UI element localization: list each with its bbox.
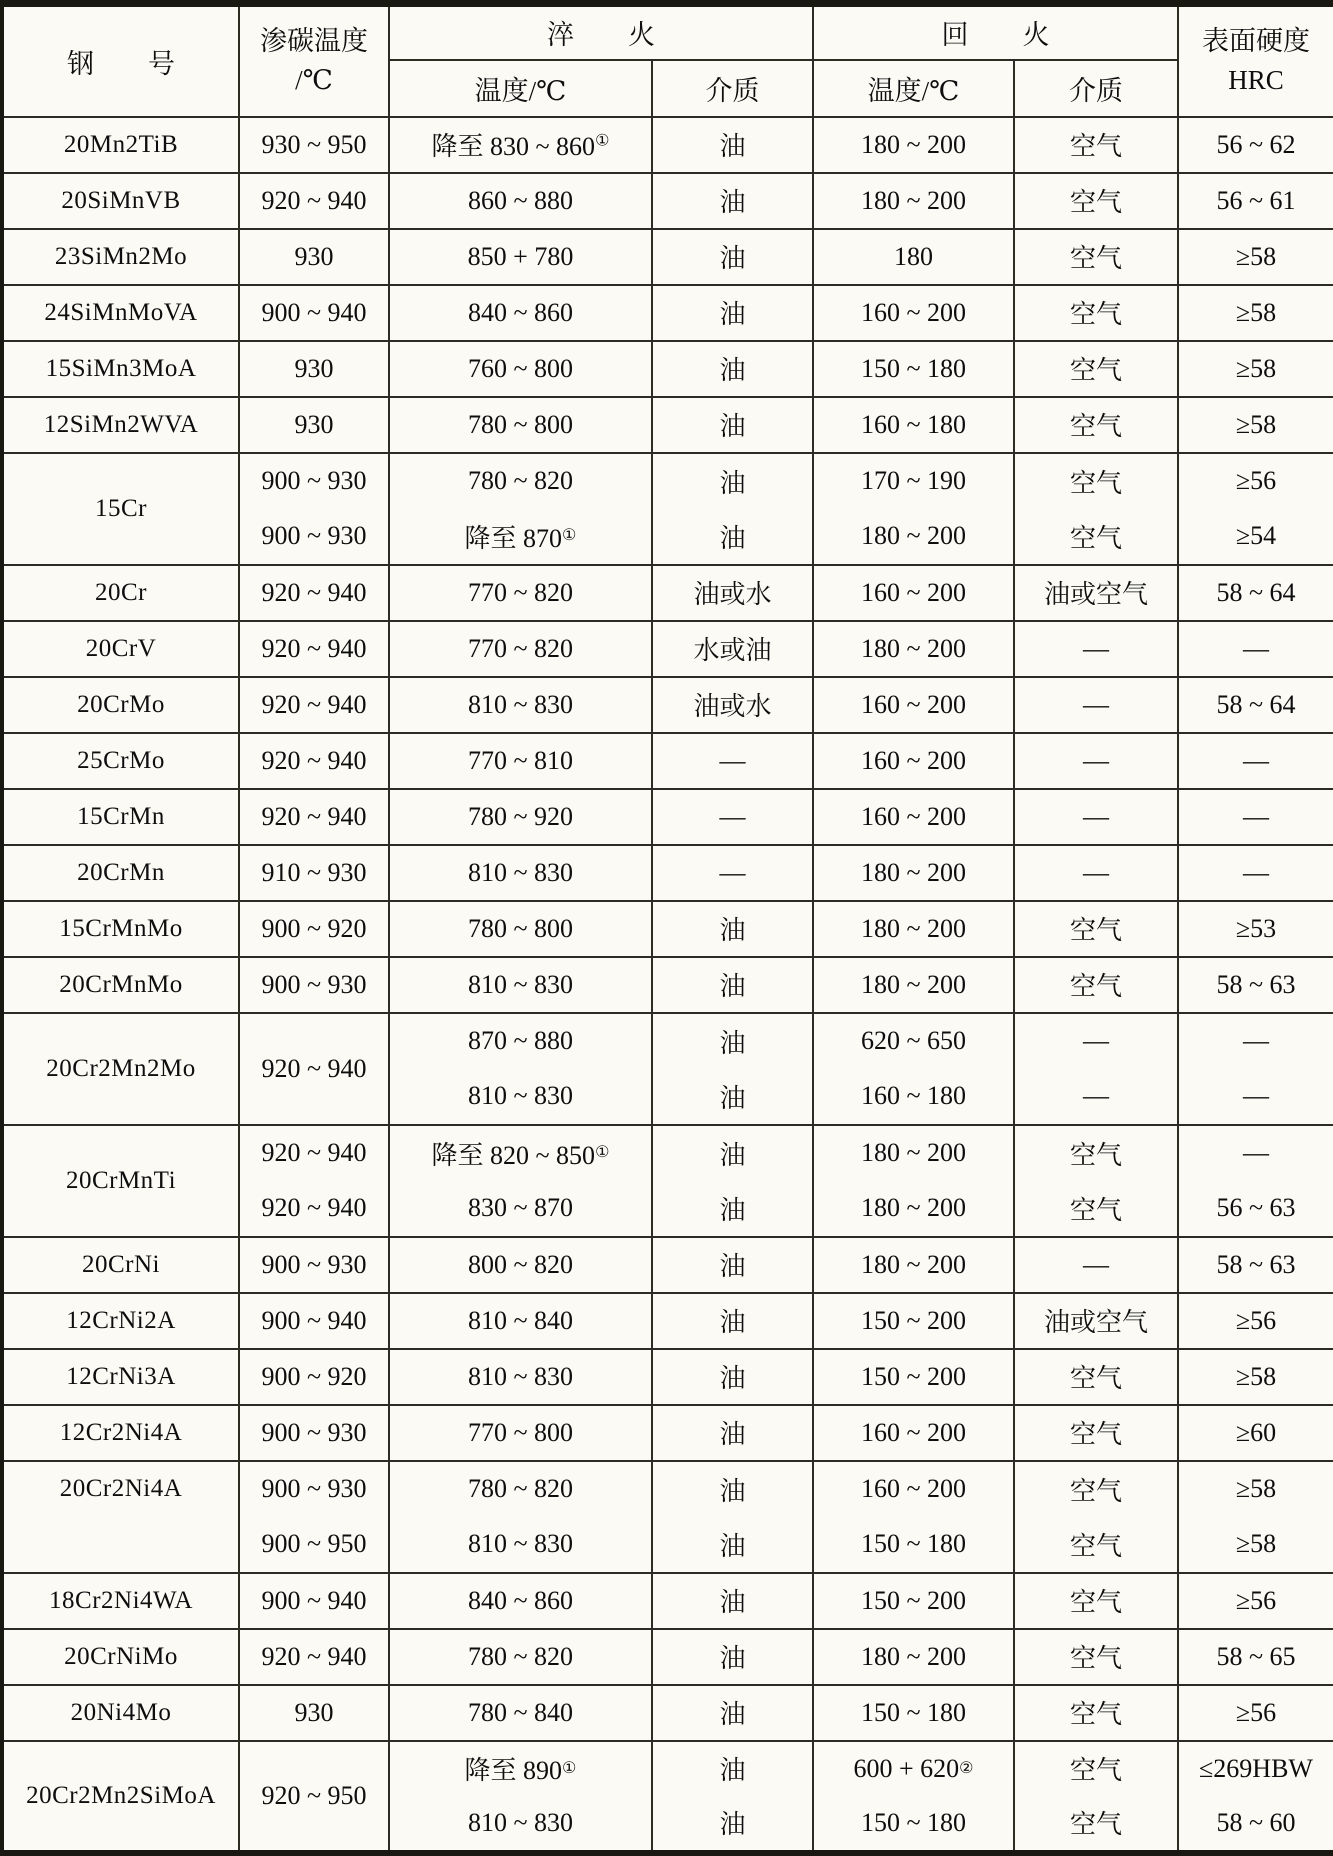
cell-quench-medium: — bbox=[652, 845, 813, 901]
cell-steel-name: 20Cr2Mn2SiMoA bbox=[2, 1741, 239, 1853]
table-row bbox=[2, 621, 1333, 677]
cell-hardness: ≥56 bbox=[1178, 1573, 1333, 1629]
cell-quench-medium: 油 bbox=[652, 901, 813, 957]
cell-hardness: ≥56 bbox=[1178, 1685, 1333, 1741]
cell-carburizing-temp: 920 ~ 940 bbox=[239, 677, 389, 733]
cell-temper-temp: 180 ~ 200 bbox=[813, 957, 1014, 1013]
cell-quench-medium: 油 bbox=[652, 341, 813, 397]
cell-quench-medium: 油 油 bbox=[652, 1013, 813, 1125]
cell-carburizing-temp: 920 ~ 940 bbox=[239, 173, 389, 229]
cell-quench-temp: 840 ~ 860 bbox=[389, 285, 652, 341]
cell-quench-temp: 780 ~ 820 降至 870 ① bbox=[389, 453, 652, 565]
cell-quench-medium: 油 bbox=[652, 229, 813, 285]
cell-temper-temp: 180 ~ 200 bbox=[813, 117, 1014, 173]
cell-temper-temp: 150 ~ 200 bbox=[813, 1293, 1014, 1349]
cell-temper-medium: 空气 bbox=[1014, 229, 1178, 285]
table-row bbox=[2, 957, 1333, 1013]
cell-steel-name: 20Cr bbox=[2, 565, 239, 621]
cell-quench-temp: 770 ~ 820 bbox=[389, 621, 652, 677]
table-row bbox=[2, 1573, 1333, 1629]
cell-temper-temp: 160 ~ 200 bbox=[813, 677, 1014, 733]
cell-temper-medium: 空气 bbox=[1014, 285, 1178, 341]
table-row bbox=[2, 1461, 1333, 1573]
cell-quench-temp: 810 ~ 840 bbox=[389, 1293, 652, 1349]
cell-temper-medium: 空气 bbox=[1014, 173, 1178, 229]
cell-hardness: 58 ~ 65 bbox=[1178, 1629, 1333, 1685]
cell-hardness: 56 ~ 61 bbox=[1178, 173, 1333, 229]
cell-quench-medium: — bbox=[652, 733, 813, 789]
cell-carburizing-temp: 900 ~ 930 bbox=[239, 957, 389, 1013]
cell-steel-name: 12CrNi2A bbox=[2, 1293, 239, 1349]
cell-temper-medium: 空气 bbox=[1014, 901, 1178, 957]
cell-quench-temp: 770 ~ 810 bbox=[389, 733, 652, 789]
cell-temper-medium: — bbox=[1014, 1237, 1178, 1293]
cell-steel-name: 23SiMn2Mo bbox=[2, 229, 239, 285]
cell-quench-temp: 降至 830 ~ 860① bbox=[389, 117, 652, 173]
cell-hardness: 58 ~ 64 bbox=[1178, 677, 1333, 733]
cell-temper-temp: 180 ~ 200 bbox=[813, 901, 1014, 957]
cell-hardness: — bbox=[1178, 621, 1333, 677]
cell-temper-medium: 油或空气 bbox=[1014, 1293, 1178, 1349]
table-row bbox=[2, 1349, 1333, 1405]
cell-temper-medium: — bbox=[1014, 789, 1178, 845]
cell-carburizing-temp: 920 ~ 950 bbox=[239, 1741, 389, 1853]
cell-temper-temp: 150 ~ 200 bbox=[813, 1349, 1014, 1405]
cell-temper-medium: 空气 空气 bbox=[1014, 453, 1178, 565]
cell-hardness: — bbox=[1178, 845, 1333, 901]
cell-quench-temp: 770 ~ 800 bbox=[389, 1405, 652, 1461]
cell-quench-temp: 770 ~ 820 bbox=[389, 565, 652, 621]
cell-temper-medium: — bbox=[1014, 845, 1178, 901]
header-quench-medium: 介质 bbox=[652, 60, 813, 117]
cell-temper-medium: 空气 bbox=[1014, 117, 1178, 173]
cell-hardness: 58 ~ 64 bbox=[1178, 565, 1333, 621]
cell-steel-name: 12Cr2Ni4A bbox=[2, 1405, 239, 1461]
table-header bbox=[2, 4, 1333, 117]
cell-quench-temp: 降至 820 ~ 850 ① 830 ~ 870 bbox=[389, 1125, 652, 1237]
cell-temper-temp: 160 ~ 200 bbox=[813, 733, 1014, 789]
cell-hardness: — 56 ~ 63 bbox=[1178, 1125, 1333, 1237]
cell-steel-name: 12CrNi3A bbox=[2, 1349, 239, 1405]
cell-carburizing-temp: 920 ~ 940 bbox=[239, 1013, 389, 1125]
cell-quench-medium: 油 bbox=[652, 173, 813, 229]
cell-carburizing-temp: 920 ~ 940 920 ~ 940 bbox=[239, 1125, 389, 1237]
cell-carburizing-temp: 930 bbox=[239, 229, 389, 285]
table-row bbox=[2, 789, 1333, 845]
cell-temper-medium: — bbox=[1014, 621, 1178, 677]
cell-quench-temp: 780 ~ 800 bbox=[389, 901, 652, 957]
cell-temper-temp: 160 ~ 180 bbox=[813, 397, 1014, 453]
table-row bbox=[2, 117, 1333, 173]
table-row bbox=[2, 1013, 1333, 1125]
table-body bbox=[2, 117, 1333, 1853]
cell-carburizing-temp: 930 ~ 950 bbox=[239, 117, 389, 173]
cell-temper-temp: 600 + 620 ② 150 ~ 180 bbox=[813, 1741, 1014, 1853]
cell-hardness: ≥60 bbox=[1178, 1405, 1333, 1461]
cell-quench-temp: 780 ~ 920 bbox=[389, 789, 652, 845]
cell-temper-medium: 空气 空气 bbox=[1014, 1741, 1178, 1853]
cell-quench-medium: 油 bbox=[652, 1629, 813, 1685]
table-row bbox=[2, 677, 1333, 733]
table-row bbox=[2, 229, 1333, 285]
cell-temper-medium: 空气 空气 bbox=[1014, 1461, 1178, 1573]
table-row bbox=[2, 901, 1333, 957]
cell-steel-name: 15Cr bbox=[2, 453, 239, 565]
cell-quench-medium: 油 bbox=[652, 1573, 813, 1629]
cell-hardness: ≥56 bbox=[1178, 1293, 1333, 1349]
cell-hardness: ≥58 bbox=[1178, 229, 1333, 285]
cell-steel-name: 20Mn2TiB bbox=[2, 117, 239, 173]
cell-hardness: 58 ~ 63 bbox=[1178, 1237, 1333, 1293]
cell-temper-medium: 空气 空气 bbox=[1014, 1125, 1178, 1237]
cell-steel-name: 20Ni4Mo bbox=[2, 1685, 239, 1741]
header-group-row bbox=[2, 4, 1333, 60]
table-row bbox=[2, 1237, 1333, 1293]
cell-quench-medium: 油 bbox=[652, 1405, 813, 1461]
cell-carburizing-temp: 900 ~ 920 bbox=[239, 901, 389, 957]
header-carburizing-temp bbox=[239, 4, 389, 117]
cell-temper-temp: 180 ~ 200 180 ~ 200 bbox=[813, 1125, 1014, 1237]
header-quench-group: 淬 火 bbox=[389, 4, 813, 60]
cell-carburizing-temp: 900 ~ 930 bbox=[239, 1405, 389, 1461]
cell-steel-name: 20CrMo bbox=[2, 677, 239, 733]
cell-quench-temp: 870 ~ 880 810 ~ 830 bbox=[389, 1013, 652, 1125]
cell-temper-temp: 180 ~ 200 bbox=[813, 173, 1014, 229]
cell-quench-medium: — bbox=[652, 789, 813, 845]
cell-steel-name: 20CrMn bbox=[2, 845, 239, 901]
cell-quench-temp: 800 ~ 820 bbox=[389, 1237, 652, 1293]
table-row bbox=[2, 1741, 1333, 1853]
cell-temper-temp: 620 ~ 650 160 ~ 180 bbox=[813, 1013, 1014, 1125]
cell-quench-temp: 860 ~ 880 bbox=[389, 173, 652, 229]
header-surface-hardness bbox=[1178, 4, 1333, 117]
cell-quench-medium: 油 bbox=[652, 1237, 813, 1293]
cell-steel-name: 15CrMn bbox=[2, 789, 239, 845]
table-row bbox=[2, 173, 1333, 229]
cell-quench-temp: 780 ~ 840 bbox=[389, 1685, 652, 1741]
cell-hardness: — bbox=[1178, 733, 1333, 789]
cell-quench-medium: 油 bbox=[652, 1349, 813, 1405]
header-carburizing-temp-line2: /℃ bbox=[295, 65, 333, 96]
cell-quench-medium: 油 bbox=[652, 1293, 813, 1349]
cell-steel-name: 18Cr2Ni4WA bbox=[2, 1573, 239, 1629]
table-row bbox=[2, 1629, 1333, 1685]
table-row bbox=[2, 1405, 1333, 1461]
cell-temper-temp: 160 ~ 200 bbox=[813, 1405, 1014, 1461]
cell-quench-temp: 760 ~ 800 bbox=[389, 341, 652, 397]
cell-quench-temp: 780 ~ 820 bbox=[389, 1629, 652, 1685]
cell-hardness: ≥58 bbox=[1178, 397, 1333, 453]
cell-hardness: ≥58 ≥58 bbox=[1178, 1461, 1333, 1573]
cell-carburizing-temp: 930 bbox=[239, 1685, 389, 1741]
cell-steel-name: 20CrNi bbox=[2, 1237, 239, 1293]
cell-hardness: ≥56 ≥54 bbox=[1178, 453, 1333, 565]
cell-quench-temp: 850 + 780 bbox=[389, 229, 652, 285]
cell-hardness: — bbox=[1178, 789, 1333, 845]
cell-quench-temp: 780 ~ 820 810 ~ 830 bbox=[389, 1461, 652, 1573]
cell-temper-medium: 空气 bbox=[1014, 1685, 1178, 1741]
cell-carburizing-temp: 920 ~ 940 bbox=[239, 789, 389, 845]
cell-quench-medium: 油 bbox=[652, 397, 813, 453]
cell-quench-medium: 油 bbox=[652, 957, 813, 1013]
cell-steel-name: 20CrNiMo bbox=[2, 1629, 239, 1685]
cell-hardness: ≥58 bbox=[1178, 341, 1333, 397]
cell-carburizing-temp: 900 ~ 940 bbox=[239, 1293, 389, 1349]
cell-carburizing-temp: 900 ~ 930 900 ~ 930 bbox=[239, 453, 389, 565]
cell-temper-medium: 空气 bbox=[1014, 341, 1178, 397]
table-row bbox=[2, 285, 1333, 341]
cell-temper-temp: 150 ~ 180 bbox=[813, 1685, 1014, 1741]
cell-carburizing-temp: 900 ~ 940 bbox=[239, 1573, 389, 1629]
cell-carburizing-temp: 900 ~ 930 900 ~ 950 bbox=[239, 1461, 389, 1573]
cell-hardness: ≥58 bbox=[1178, 285, 1333, 341]
cell-quench-temp: 810 ~ 830 bbox=[389, 845, 652, 901]
header-temper-group: 回 火 bbox=[813, 4, 1178, 60]
header-temper-medium: 介质 bbox=[1014, 60, 1178, 117]
cell-temper-temp: 150 ~ 180 bbox=[813, 341, 1014, 397]
cell-carburizing-temp: 920 ~ 940 bbox=[239, 733, 389, 789]
table-row bbox=[2, 1685, 1333, 1741]
cell-hardness: 56 ~ 62 bbox=[1178, 117, 1333, 173]
cell-carburizing-temp: 920 ~ 940 bbox=[239, 1629, 389, 1685]
cell-temper-medium: 空气 bbox=[1014, 1629, 1178, 1685]
cell-steel-name: 20CrMnTi bbox=[2, 1125, 239, 1237]
table-row bbox=[2, 733, 1333, 789]
cell-temper-temp: 150 ~ 200 bbox=[813, 1573, 1014, 1629]
header-steel-grade: 钢 号 bbox=[2, 4, 239, 117]
cell-quench-medium: 油 bbox=[652, 1685, 813, 1741]
cell-hardness: ≥58 bbox=[1178, 1349, 1333, 1405]
cell-quench-temp: 780 ~ 800 bbox=[389, 397, 652, 453]
cell-steel-name: 12SiMn2WVA bbox=[2, 397, 239, 453]
cell-quench-medium: 油或水 bbox=[652, 565, 813, 621]
cell-quench-medium: 油 bbox=[652, 117, 813, 173]
table-row bbox=[2, 845, 1333, 901]
cell-quench-medium: 油 油 bbox=[652, 1741, 813, 1853]
cell-quench-temp: 810 ~ 830 bbox=[389, 957, 652, 1013]
cell-steel-name: 20CrV bbox=[2, 621, 239, 677]
header-surface-hardness-line1: 表面硬度 bbox=[1202, 26, 1310, 57]
cell-temper-temp: 180 ~ 200 bbox=[813, 1629, 1014, 1685]
cell-hardness: ≥53 bbox=[1178, 901, 1333, 957]
table-row bbox=[2, 397, 1333, 453]
cell-temper-medium: 空气 bbox=[1014, 1349, 1178, 1405]
cell-temper-temp: 160 ~ 200 bbox=[813, 285, 1014, 341]
cell-quench-temp: 810 ~ 830 bbox=[389, 677, 652, 733]
cell-temper-medium: 空气 bbox=[1014, 397, 1178, 453]
table-row bbox=[2, 453, 1333, 565]
cell-carburizing-temp: 910 ~ 930 bbox=[239, 845, 389, 901]
cell-carburizing-temp: 930 bbox=[239, 341, 389, 397]
cell-temper-temp: 180 bbox=[813, 229, 1014, 285]
cell-temper-temp: 180 ~ 200 bbox=[813, 845, 1014, 901]
header-carburizing-temp-line1: 渗碳温度 bbox=[260, 26, 368, 57]
cell-quench-medium: 油 油 bbox=[652, 453, 813, 565]
cell-quench-medium: 油 bbox=[652, 285, 813, 341]
cell-quench-medium: 油 油 bbox=[652, 1461, 813, 1573]
cell-carburizing-temp: 920 ~ 940 bbox=[239, 565, 389, 621]
cell-quench-temp: 840 ~ 860 bbox=[389, 1573, 652, 1629]
header-quench-temp: 温度/℃ bbox=[389, 60, 652, 117]
cell-steel-name: 20Cr2Ni4A bbox=[2, 1461, 239, 1573]
cell-temper-medium: 空气 bbox=[1014, 1405, 1178, 1461]
cell-quench-temp: 降至 890 ① 810 ~ 830 bbox=[389, 1741, 652, 1853]
header-temper-temp: 温度/℃ bbox=[813, 60, 1014, 117]
cell-temper-medium: — bbox=[1014, 677, 1178, 733]
header-surface-hardness-line2: HRC bbox=[1228, 65, 1284, 96]
cell-temper-medium: 空气 bbox=[1014, 1573, 1178, 1629]
cell-temper-medium: 油或空气 bbox=[1014, 565, 1178, 621]
cell-quench-medium: 油 油 bbox=[652, 1125, 813, 1237]
cell-steel-name: 15CrMnMo bbox=[2, 901, 239, 957]
table-row bbox=[2, 565, 1333, 621]
cell-hardness: — — bbox=[1178, 1013, 1333, 1125]
cell-temper-medium: — bbox=[1014, 733, 1178, 789]
cell-temper-temp: 160 ~ 200 bbox=[813, 789, 1014, 845]
cell-steel-name: 20SiMnVB bbox=[2, 173, 239, 229]
cell-steel-name: 20CrMnMo bbox=[2, 957, 239, 1013]
cell-temper-temp: 180 ~ 200 bbox=[813, 621, 1014, 677]
cell-carburizing-temp: 920 ~ 940 bbox=[239, 621, 389, 677]
table-row bbox=[2, 1293, 1333, 1349]
cell-temper-medium: — — bbox=[1014, 1013, 1178, 1125]
cell-temper-temp: 170 ~ 190 180 ~ 200 bbox=[813, 453, 1014, 565]
cell-quench-temp: 810 ~ 830 bbox=[389, 1349, 652, 1405]
cell-steel-name: 25CrMo bbox=[2, 733, 239, 789]
cell-carburizing-temp: 900 ~ 920 bbox=[239, 1349, 389, 1405]
cell-carburizing-temp: 900 ~ 940 bbox=[239, 285, 389, 341]
cell-quench-medium: 水或油 bbox=[652, 621, 813, 677]
cell-temper-medium: 空气 bbox=[1014, 957, 1178, 1013]
cell-temper-temp: 160 ~ 200 bbox=[813, 565, 1014, 621]
cell-hardness: 58 ~ 63 bbox=[1178, 957, 1333, 1013]
table-row bbox=[2, 1125, 1333, 1237]
cell-quench-medium: 油或水 bbox=[652, 677, 813, 733]
cell-hardness: ≤269HBW 58 ~ 60 bbox=[1178, 1741, 1333, 1853]
cell-carburizing-temp: 930 bbox=[239, 397, 389, 453]
cell-steel-name: 20Cr2Mn2Mo bbox=[2, 1013, 239, 1125]
cell-temper-temp: 160 ~ 200 150 ~ 180 bbox=[813, 1461, 1014, 1573]
cell-temper-temp: 180 ~ 200 bbox=[813, 1237, 1014, 1293]
cell-carburizing-temp: 900 ~ 930 bbox=[239, 1237, 389, 1293]
cell-steel-name: 15SiMn3MoA bbox=[2, 341, 239, 397]
table-row bbox=[2, 341, 1333, 397]
cell-steel-name: 24SiMnMoVA bbox=[2, 285, 239, 341]
